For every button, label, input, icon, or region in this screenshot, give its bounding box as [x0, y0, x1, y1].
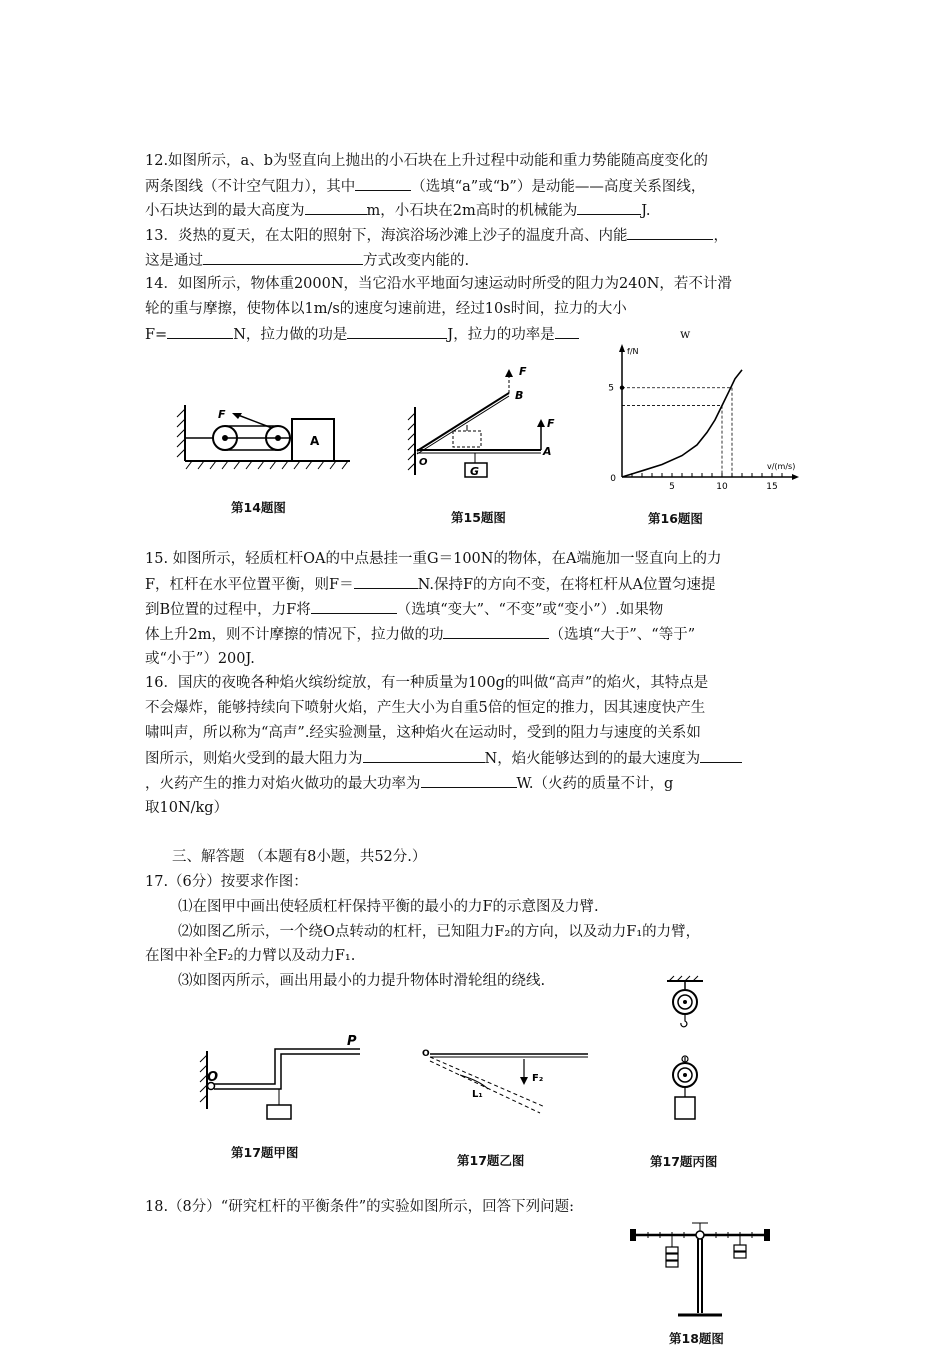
fig16-chart — [600, 345, 800, 495]
q17-part2: ⑵如图乙所示，一个绕O点转动的杠杆，已知阻力F₂的方向，以及动力F₁的力臂， — [178, 924, 701, 940]
fig15-label-O: O — [419, 457, 428, 468]
fig15-caption: 第15题图 — [451, 510, 506, 525]
answer-blank[interactable] — [203, 250, 363, 265]
fig15-label-A: A — [543, 445, 552, 458]
fig17b-caption: 第17题乙图 — [457, 1153, 525, 1168]
fig16-caption: 第16题图 — [648, 511, 703, 526]
fig17b-diagram — [420, 1045, 600, 1125]
q15-line4: 体上升2m，则不计摩擦的情况下，拉力做的功 （选填“大于”、“等于” — [145, 624, 695, 645]
answer-blank[interactable] — [311, 599, 397, 614]
q16-line1: 16．国庆的夜晚各种焰火缤纷绽放，有一种质量为100g的叫做“高声”的焰火，其特点是 — [145, 675, 709, 691]
chart-y-tick-label: 5 — [608, 383, 614, 394]
section-3-heading: 三、解答题 （本题有8小题，共52分.） — [172, 849, 427, 865]
answer-blank[interactable] — [355, 176, 411, 191]
q16-line5: ，火药产生的推力对焰火做功的最大功率为 W.（火药的质量不计，g — [145, 773, 673, 794]
answer-blank[interactable] — [347, 324, 447, 339]
fig15-label-B: B — [515, 389, 524, 402]
q16-line3: 啸叫声，所以称为“高声”.经实验测量，这种焰火在运动时，受到的阻力与速度的关系如 — [145, 725, 701, 741]
q14-unit: w — [680, 327, 691, 341]
q16-line4: 图所示，则焰火受到的最大阻力为 N，焰火能够达到的的最大速度为 — [145, 748, 742, 769]
q13-line1: 13．炎热的夏天，在太阳的照射下，海滨浴场沙滩上沙子的温度升高、内能 ， — [145, 225, 728, 246]
q15-line2: F，杠杆在水平位置平衡，则F＝ N.保持F的方向不变，在将杠杆从A位置匀速提 — [145, 574, 716, 595]
q12-line2: 两条图线（不计空气阻力），其中 （选填“a”或“b”）是动能——高度关系图线， — [145, 176, 705, 197]
fig14-label-F: F — [218, 408, 226, 421]
chart-x-tick-label: 5 — [669, 482, 675, 492]
answer-blank[interactable] — [577, 200, 641, 215]
q18-line1: 18.（8分）“研究杠杆的平衡条件”的实验如图所示，回答下列问题: — [145, 1199, 574, 1215]
q14-line3: F= N，拉力做的功是 J，拉力的功率是 — [145, 324, 579, 345]
fig15-diagram — [405, 365, 565, 485]
q16-line2: 不会爆炸，能够持续向下喷射火焰，产生大小为自重5倍的恒定的推力，因其速度快产生 — [145, 700, 706, 716]
q15-line5: 或“小于”）200J. — [145, 651, 255, 667]
fig15-label-G: G — [470, 465, 480, 478]
q14-line2: 轮的重与摩擦，使物体以1m/s的速度匀速前进，经过10s时间，拉力的大小 — [145, 301, 627, 317]
fig17a-caption: 第17题甲图 — [231, 1145, 299, 1160]
q12-line3: 小石块达到的最大高度为 m，小石块在2m高时的机械能为 J. — [145, 200, 651, 221]
fig14-caption: 第14题图 — [231, 500, 286, 515]
answer-blank[interactable] — [700, 748, 742, 763]
fig17c-caption: 第17题丙图 — [650, 1154, 718, 1169]
chart-x-label: v/(m/s) — [767, 462, 796, 471]
q17-part1: ⑴在图甲中画出使轻质杠杆保持平衡的最小的力F的示意图及力臂. — [178, 899, 599, 915]
fig17b-label-O: O — [422, 1049, 430, 1059]
fig18-caption: 第18题图 — [669, 1331, 724, 1346]
q15-line1: 15. 如图所示，轻质杠杆OA的中点悬挂一重G＝100N的物体，在A端施加一竖直向上的力 — [145, 551, 722, 567]
answer-blank[interactable] — [354, 574, 418, 589]
chart-x-arrow — [792, 474, 799, 480]
fig14-diagram — [180, 405, 360, 475]
fig17a-label-O: O — [207, 1070, 219, 1085]
q12-line1: 12.如图所示，a、b为竖直向上抛出的小石块在上升过程中动能和重力势能随高度变化的 — [145, 153, 708, 169]
fig14-label-A: A — [310, 434, 320, 448]
q13-line2: 这是通过 方式改变内能的. — [145, 250, 469, 271]
fig17a-label-P: P — [347, 1034, 357, 1049]
fig15-label-F-right: F — [547, 417, 555, 430]
q14-line1: 14．如图所示，物体重2000N，当它沿水平地面匀速运动时所受的阻力为240N，若不计滑 — [145, 276, 732, 292]
q16-line6: 取10N/kg） — [145, 800, 229, 816]
answer-blank[interactable] — [363, 748, 485, 763]
fig17b-label-F2: F₂ — [532, 1073, 544, 1084]
q17-part3: ⑶如图丙所示，画出用最小的力提升物体时滑轮组的绕线. — [178, 973, 546, 989]
fig17a-diagram — [195, 1033, 365, 1123]
fig15-label-F-top: F — [519, 365, 527, 378]
chart-y-label: f/N — [627, 347, 639, 356]
chart-x-tick-label: 15 — [766, 482, 778, 492]
chart-x-tick-label: 10 — [716, 482, 728, 492]
fig17c-diagram — [655, 975, 715, 1125]
answer-blank[interactable] — [627, 225, 713, 240]
chart-curve — [622, 370, 742, 477]
answer-blank[interactable] — [421, 773, 517, 788]
q17-part2-cont: 在图中补全F₂的力臂以及动力F₁. — [145, 948, 356, 964]
answer-blank[interactable] — [555, 324, 579, 339]
answer-blank[interactable] — [305, 200, 367, 215]
chart-y-arrow — [619, 344, 625, 352]
answer-blank[interactable] — [167, 324, 233, 339]
q17-head: 17.（6分）按要求作图： — [145, 874, 308, 890]
fig18-diagram — [628, 1217, 778, 1327]
answer-blank[interactable] — [443, 624, 549, 639]
fig17b-label-L1: L₁ — [472, 1089, 483, 1100]
chart-origin-label: 0 — [610, 474, 616, 484]
q15-line3: 到B位置的过程中，力F将 （选填“变大”、“不变”或“变小”）.如果物 — [145, 599, 663, 620]
